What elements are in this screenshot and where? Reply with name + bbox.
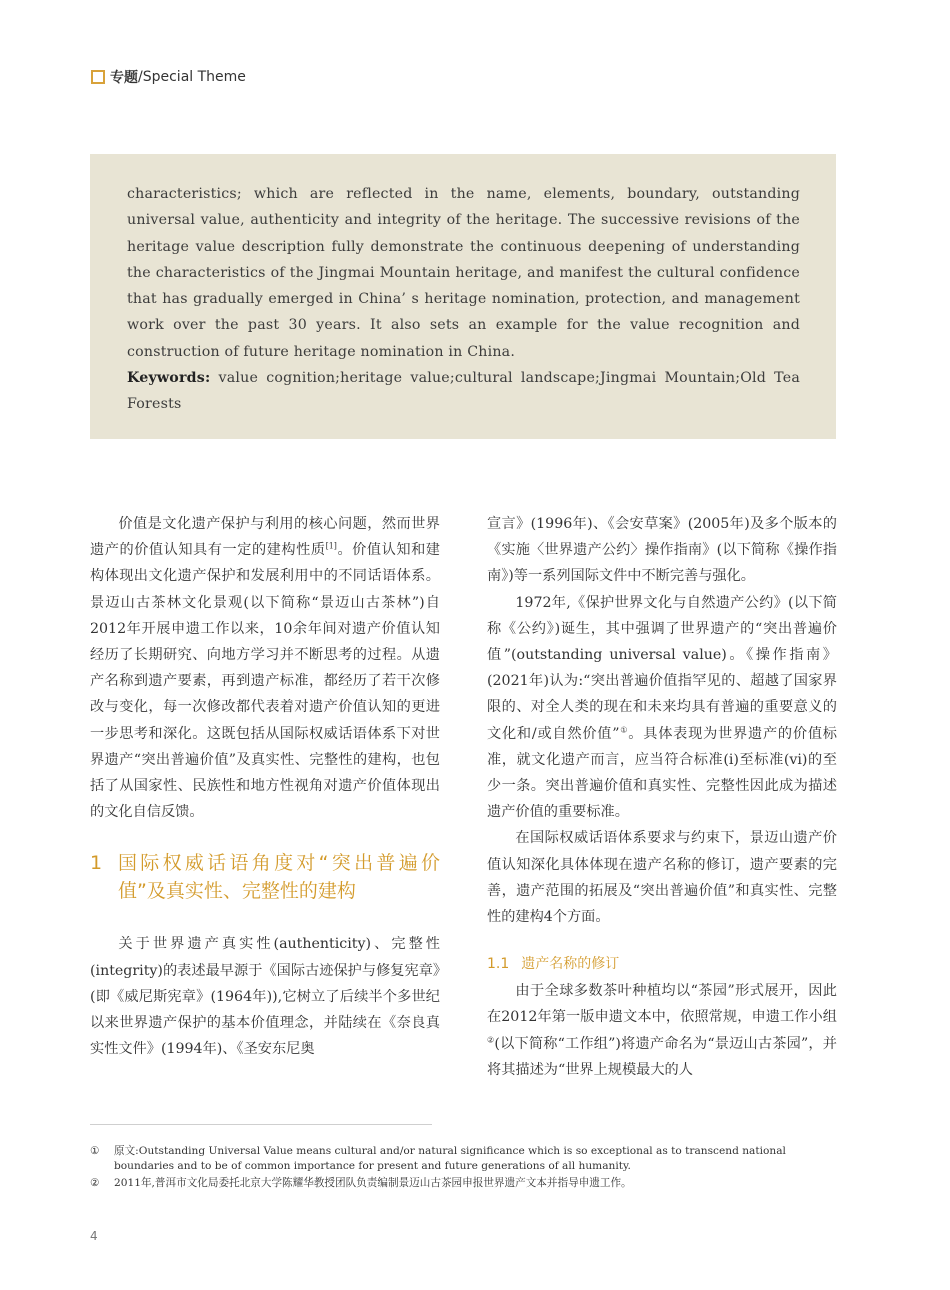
footnotes [90,1144,838,1193]
subsection-title: 遗产名称的修订 [521,956,620,973]
footnote [90,1176,838,1191]
footnote-mark: ② [90,1177,100,1189]
keywords-text: value cognition;heritage value;cultural landscape;Jingmai Mountain;Old Tea Forests [127,370,800,413]
paragraph: 1972年,《保护世界文化与自然遗产公约》(以下简称《公约》)诞生，其中强调了世界遗产的“突出普遍价值”(outstanding universal value)。《操作指南》(2021年)认为:“突出普遍价值指罕见的、超越了国家界限的、对全人类的现在和未来均具有普遍的重要意义的文化和/或自然价值”①。具体表现为世界遗产的价值标准，就文化遗产而言，应当符合标准(i)至标准(vi)的至少一条。突出普遍价值和真实性、完整性因此成为描述遗产价值的重要标准。 [487,594,837,821]
footnote [90,1144,838,1174]
section-label-en: /Special Theme [138,69,246,85]
abstract-text: characteristics; which are reflected in the name, elements, boundary, outstanding universal value, authenticity and integrity of the heritage. The successive revisions of the heritage value description fully demonstrate the continuous deepening of understanding the characteristics of the Jingmai Mountain heritage, and manifest the cultural confidence that has gradually emerged in China’ s heritage nomination, protection, and management work over the past 30 years. It also sets an example for the value recognition and construction of future heritage nomination in China. [127,186,800,360]
section-number: 1 [90,852,103,875]
footnote-text: 原文:Outstanding Universal Value means cultural and/or natural significance which is so exceptional as to transcend national boundaries and to be of common importance for present and future generations of all humanity. [114,1145,786,1172]
subsection-1-1-heading [487,951,837,977]
paragraph: 由于全球多数茶叶种植均以“茶园”形式展开，因此在2012年第一版申遗文本中，依照常规，申遗工作小组②(以下简称“工作组”)将遗产命名为“景迈山古茶园”，并将其描述为“世界上规模最大的人 [487,983,837,1078]
english-abstract-box [90,154,836,439]
square-icon [91,70,105,84]
paragraph: 在国际权威话语体系要求与约束下，景迈山遗产价值认知深化具体体现在遗产名称的修订，遗产要素的完善，遗产范围的拓展及“突出普遍价值”和真实性、完整性的建构4个方面。 [487,830,837,926]
footnote-divider [90,1124,432,1125]
section-label-cn: 专题 [110,70,138,86]
section-1-heading [90,849,440,905]
page-number: 4 [90,1229,98,1243]
citation-ref[interactable]: [1] [325,541,337,551]
keywords-label: Keywords: [127,370,211,387]
footnote-ref[interactable]: ① [619,724,629,734]
left-column [90,511,440,1062]
paragraph: 关于世界遗产真实性(authenticity)、完整性(integrity)的表述最早源于《国际古迹保护与修复宪章》(即《威尼斯宪章》(1964年)),它树立了后续半个多世纪以来世界遗产保护的基本价值理念，并陆续在《奈良真实性文件》(1994年)、《圣安东尼奥 [90,936,440,1058]
footnote-mark: ① [90,1145,100,1157]
right-column [487,511,837,1083]
section-title: 国际权威话语角度对“突出普遍价值”及真实性、完整性的建构 [118,852,440,903]
footnote-ref[interactable]: ② [487,1034,495,1044]
running-header [91,67,246,87]
footnote-text: 2011年,普洱市文化局委托北京大学陈耀华教授团队负责编制景迈山古茶园申报世界遗产文本并指导申遗工作。 [114,1177,632,1189]
subsection-number: 1.1 [487,956,510,973]
intro-paragraph: 价值是文化遗产保护与利用的核心问题，然而世界遗产的价值认知具有一定的建构性质[1]。价值认知和建构体现出文化遗产保护和发展利用中的不同话语体系。景迈山古茶林文化景观(以下简称“景迈山古茶林”)自2012年开展申遗工作以来，10余年间对遗产价值认知经历了长期研究、向地方学习并不断思考的过程。从遗产名称到遗产要素，再到遗产标准，都经历了若干次修改与变化，每一次修改都代表着对遗产价值认知的更进一步思考和深化。这既包括从国际权威话语体系下对世界遗产“突出普遍价值”及真实性、完整性的建构，也包括了从国家性、民族性和地方性视角对遗产价值体现出的文化自信反馈。 [90,516,440,821]
paragraph-continued: 宣言》(1996年)、《会安草案》(2005年)及多个版本的《实施〈世界遗产公约〉操作指南》(以下简称《操作指南》)等一系列国际文件中不断完善与强化。 [487,516,837,585]
keywords-line [127,365,800,418]
